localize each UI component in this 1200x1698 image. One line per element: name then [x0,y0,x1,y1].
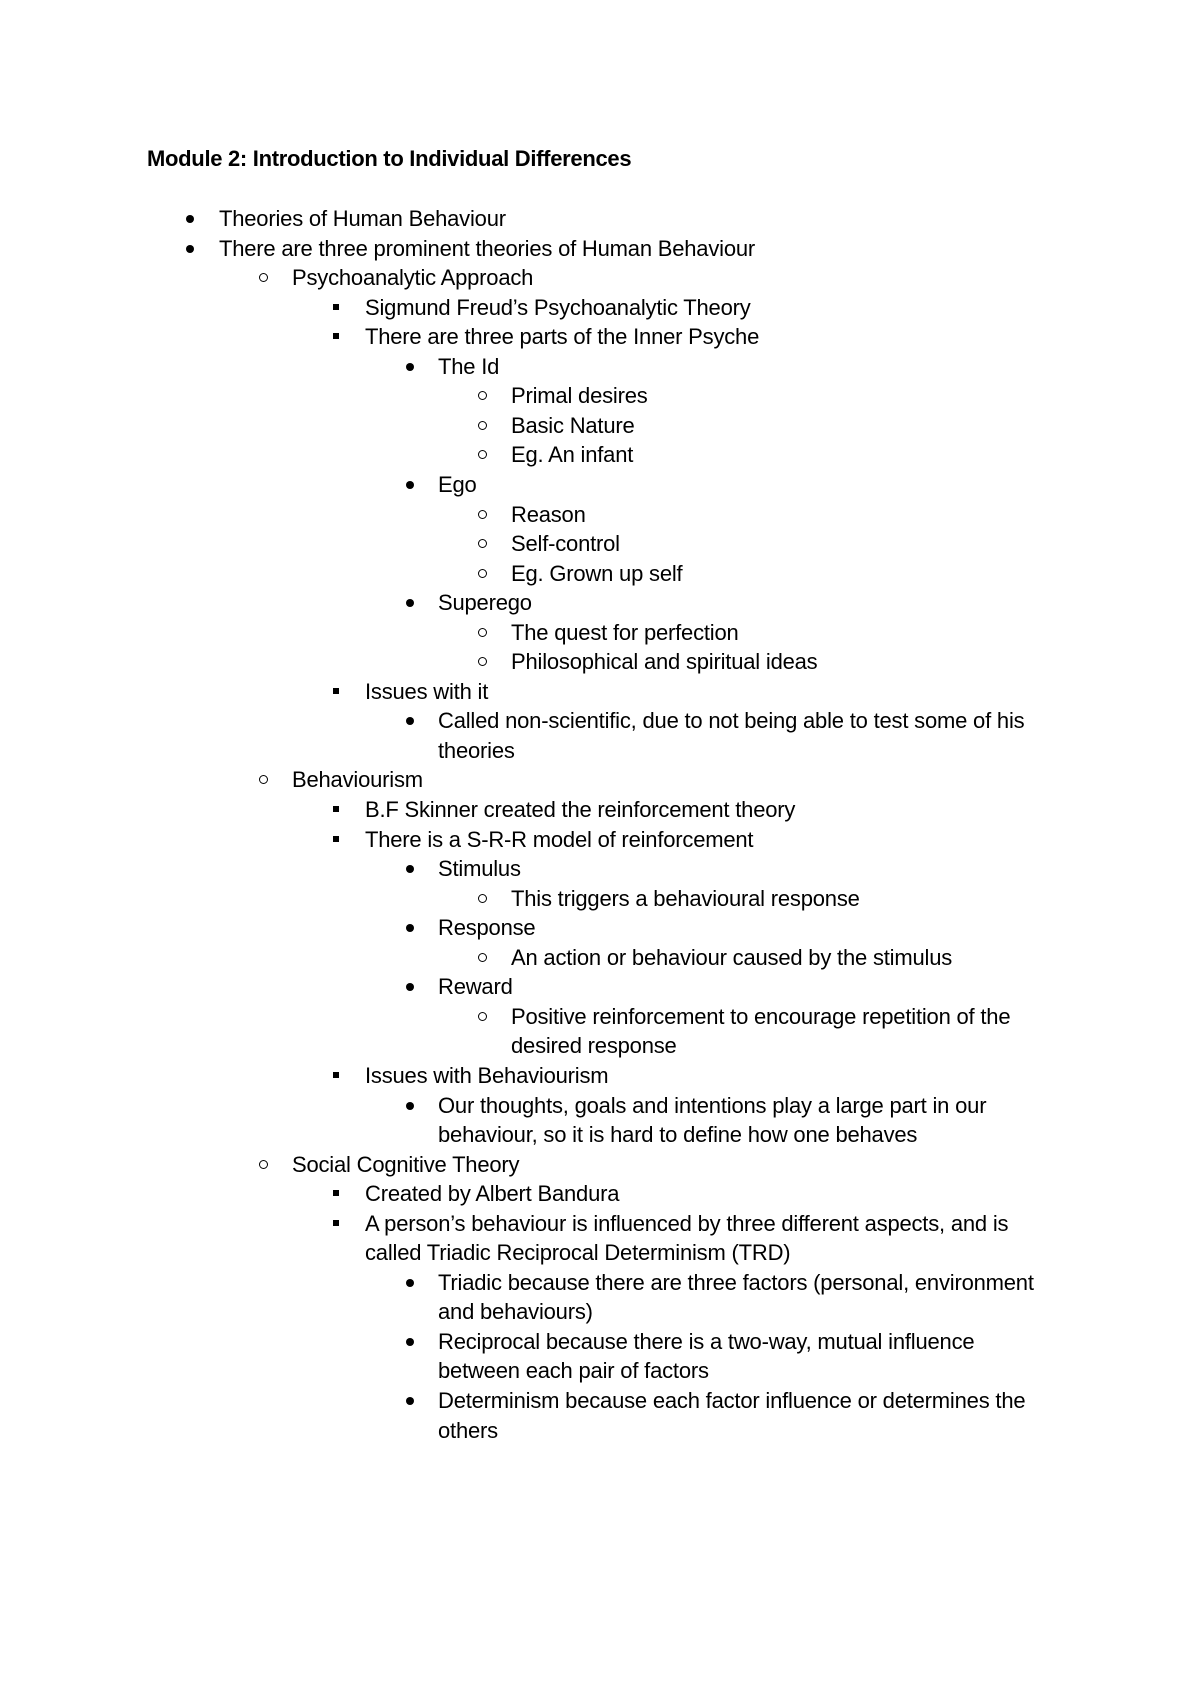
square-bullet-icon [329,1179,349,1209]
list-item [0,736,1200,766]
circle-bullet-icon [475,381,495,411]
list-item [0,1120,1200,1150]
list-item [0,234,1200,264]
list-item [0,559,1200,589]
square-bullet-icon [329,825,349,855]
list-item [0,1297,1200,1327]
disc-bullet-icon [402,972,422,1002]
square-bullet-icon [329,795,349,825]
disc-bullet-icon [402,1327,422,1357]
list-item [0,204,1200,234]
list-item-text: Our thoughts, goals and intentions play a large part in our [438,1093,987,1118]
list-item-text: Ego [438,472,477,497]
list-item-text: called Triadic Reciprocal Determinism (TRD) [365,1240,791,1265]
list-item [0,972,1200,1002]
list-item-text: Created by Albert Bandura [365,1181,620,1206]
circle-bullet-icon [475,618,495,648]
disc-bullet-icon [402,913,422,943]
list-item [0,352,1200,382]
list-item [0,1416,1200,1446]
list-item-text: behaviour, so it is hard to define how one behaves [438,1122,918,1147]
circle-bullet-icon [475,647,495,677]
list-item-text: between each pair of factors [438,1358,709,1383]
list-item-text: Theories of Human Behaviour [219,206,506,231]
list-item [0,440,1200,470]
list-item [0,1209,1200,1239]
list-item [0,381,1200,411]
list-item-text: The quest for perfection [511,620,739,645]
list-item-text: Reciprocal because there is a two-way, mutual influence [438,1329,975,1354]
disc-bullet-icon [402,1386,422,1416]
list-item-text: Positive reinforcement to encourage repetition of the [511,1004,1011,1029]
list-item-text: Reason [511,502,586,527]
list-item-text: Psychoanalytic Approach [292,265,534,290]
list-item-text: Philosophical and spiritual ideas [511,649,818,674]
disc-bullet-icon [402,588,422,618]
list-item-text: Basic Nature [511,413,635,438]
disc-bullet-icon [182,234,202,264]
list-item-text: others [438,1418,498,1443]
list-item-text: There are three parts of the Inner Psyche [365,324,760,349]
circle-bullet-icon [256,765,276,795]
list-item-text: B.F Skinner created the reinforcement theory [365,797,796,822]
list-item [0,1238,1200,1268]
circle-bullet-icon [475,411,495,441]
list-item [0,263,1200,293]
circle-bullet-icon [475,440,495,470]
list-item-text: theories [438,738,515,763]
circle-bullet-icon [475,884,495,914]
list-item [0,1002,1200,1032]
list-item [0,884,1200,914]
circle-bullet-icon [475,529,495,559]
list-item [0,293,1200,323]
disc-bullet-icon [402,352,422,382]
list-item [0,1150,1200,1180]
list-item-text: This triggers a behavioural response [511,886,860,911]
list-item-text: Behaviourism [292,767,423,792]
list-item-text: Issues with Behaviourism [365,1063,609,1088]
list-item-text: There are three prominent theories of Human Behaviour [219,236,756,261]
list-item-text: Stimulus [438,856,521,881]
list-item [0,795,1200,825]
list-item-text: Eg. Grown up self [511,561,683,586]
list-item-text: and behaviours) [438,1299,593,1324]
list-item-text: Social Cognitive Theory [292,1152,520,1177]
list-item-text: The Id [438,354,500,379]
list-item [0,765,1200,795]
list-item [0,825,1200,855]
list-item [0,470,1200,500]
list-item [0,1031,1200,1061]
list-item [0,1386,1200,1416]
list-item-text: An action or behaviour caused by the stimulus [511,945,953,970]
square-bullet-icon [329,1061,349,1091]
list-item [0,529,1200,559]
list-item-text: A person’s behaviour is influenced by three different aspects, and is [365,1211,1009,1236]
square-bullet-icon [329,677,349,707]
list-item-text: Sigmund Freud’s Psychoanalytic Theory [365,295,751,320]
list-item-text: Superego [438,590,532,615]
list-item [0,618,1200,648]
list-item-text: There is a S-R-R model of reinforcement [365,827,754,852]
circle-bullet-icon [475,500,495,530]
list-item-text: Response [438,915,536,940]
list-item [0,1061,1200,1091]
circle-bullet-icon [475,943,495,973]
disc-bullet-icon [402,470,422,500]
list-item [0,943,1200,973]
list-item [0,677,1200,707]
list-item [0,500,1200,530]
list-item [0,706,1200,736]
list-item-text: Determinism because each factor influence or determines the [438,1388,1026,1413]
square-bullet-icon [329,322,349,352]
list-item [0,647,1200,677]
list-item [0,1327,1200,1357]
disc-bullet-icon [402,1268,422,1298]
list-item-text: Triadic because there are three factors (personal, environment [438,1270,1034,1295]
document-title: Module 2: Introduction to Individual Differences [147,146,632,171]
list-item [0,1179,1200,1209]
list-item [0,322,1200,352]
list-item [0,588,1200,618]
list-item [0,1268,1200,1298]
list-item-text: Primal desires [511,383,648,408]
list-item-text: Issues with it [365,679,489,704]
list-item-text: desired response [511,1033,677,1058]
circle-bullet-icon [475,1002,495,1032]
square-bullet-icon [329,1209,349,1239]
list-item-text: Self-control [511,531,620,556]
disc-bullet-icon [402,854,422,884]
list-item-text: Called non-scientific, due to not being able to test some of his [438,708,1025,733]
list-item-text: Reward [438,974,513,999]
circle-bullet-icon [256,1150,276,1180]
list-item [0,411,1200,441]
list-item-text: Eg. An infant [511,442,634,467]
disc-bullet-icon [402,1091,422,1121]
square-bullet-icon [329,293,349,323]
list-item [0,1356,1200,1386]
circle-bullet-icon [256,263,276,293]
disc-bullet-icon [182,204,202,234]
list-item [0,913,1200,943]
circle-bullet-icon [475,559,495,589]
list-item [0,854,1200,884]
disc-bullet-icon [402,706,422,736]
list-item [0,1091,1200,1121]
